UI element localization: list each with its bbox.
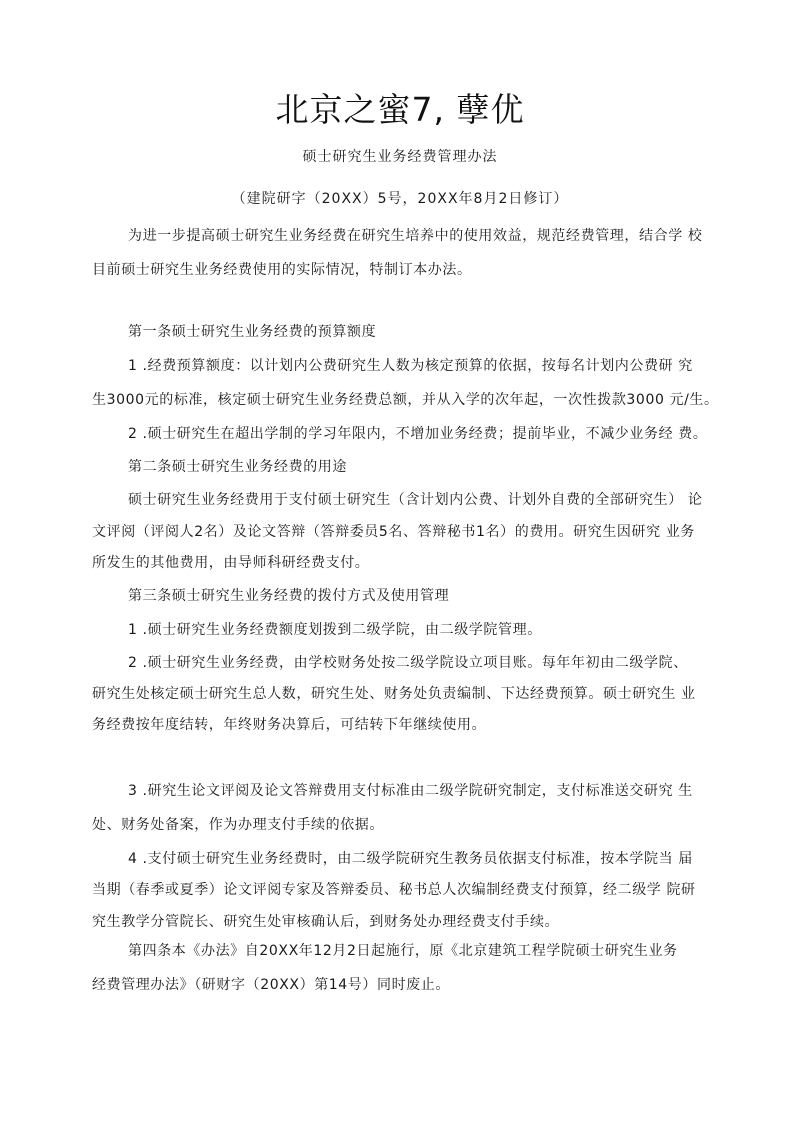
article-2-heading: 第二条硕士研究生业务经费的用途 [128,459,347,475]
article-4-line: 经费管理办法》（研财字（20XX）第14号）同时废止。 [92,977,451,993]
article-4-line: 第四条本《办法》自20XX年12月2日起施行，原《北京建筑工程学院硕士研究生业务 [128,943,678,959]
article-3-heading: 第三条硕士研究生业务经费的拨付方式及使用管理 [128,588,450,604]
document-number: （建院研字（20XX）5号，20XX年8月2日修订） [231,191,569,207]
paragraph-line: 2 .硕士研究生在超出学制的学习年限内，不增加业务经费；提前毕业，不减少业务经 费。 [128,426,708,442]
article-1-heading: 第一条硕士研究生业务经费的预算额度 [128,324,377,340]
paragraph-line: 处、财务处备案，作为办理支付手续的依据。 [92,817,384,833]
paragraph-line: 文评阅（评阅人2名）及论文答辩（答辩委员5名、答辩秘书1名）的费用。研究生因研究 业务 [92,524,695,540]
intro-line: 目前硕士研究生业务经费使用的实际情况，特制订本办法。 [92,262,472,278]
intro-line: 为进一步提高硕士研究生业务经费在研究生培养中的使用效益，规范经费管理，结合学 校 [128,228,703,244]
paragraph-line: 1 .经费预算额度：以计划内公费研究生人数为核定预算的依据，按每名计划内公费研 究 [128,358,693,374]
paragraph-line: 究生教学分管院长、研究生处审核确认后，到财务处办理经费支付手续。 [92,914,560,930]
paragraph-line: 生3000元的标准，核定硕士研究生业务经费总额，并从入学的次年起，一次性拨款3000 元/生。 [92,392,719,408]
paragraph-line: 硕士研究生业务经费用于支付硕士研究生（含计划内公费、计划外自费的全部研究生） 论 [128,492,703,508]
paragraph-line: 3 .研究生论文评阅及论文答辩费用支付标准由二级学院研究制定，支付标准送交研究 生 [128,783,693,799]
paragraph-line: 务经费按年度结转，年终财务决算后，可结转下年继续使用。 [92,717,487,733]
paragraph-line: 当期（春季或夏季）论文评阅专家及答辩委员、秘书总人次编制经费支付预算，经二级学 院研 [92,882,696,898]
paragraph-line: 4 .支付硕士研究生业务经费时，由二级学院研究生教务员依据支付标准，按本学院当 届 [128,851,693,867]
paragraph-line: 2 .硕士研究生业务经费，由学校财务处按二级学院设立项目账。每年年初由二级学院、 [128,655,688,671]
paragraph-line: 1 .硕士研究生业务经费额度划拨到二级学院，由二级学院管理。 [128,622,542,638]
paragraph-line: 研究生处核定硕士研究生总人数，研究生处、财务处负责编制、下达经费预算。硕士研究生 业 [92,686,696,702]
paragraph-line: 所发生的其他费用，由导师科研经费支付。 [92,555,370,571]
document-subtitle: 硕士研究生业务经费管理办法 [302,149,498,165]
document-title: 北京之蜜7, 孽优 [275,90,525,129]
